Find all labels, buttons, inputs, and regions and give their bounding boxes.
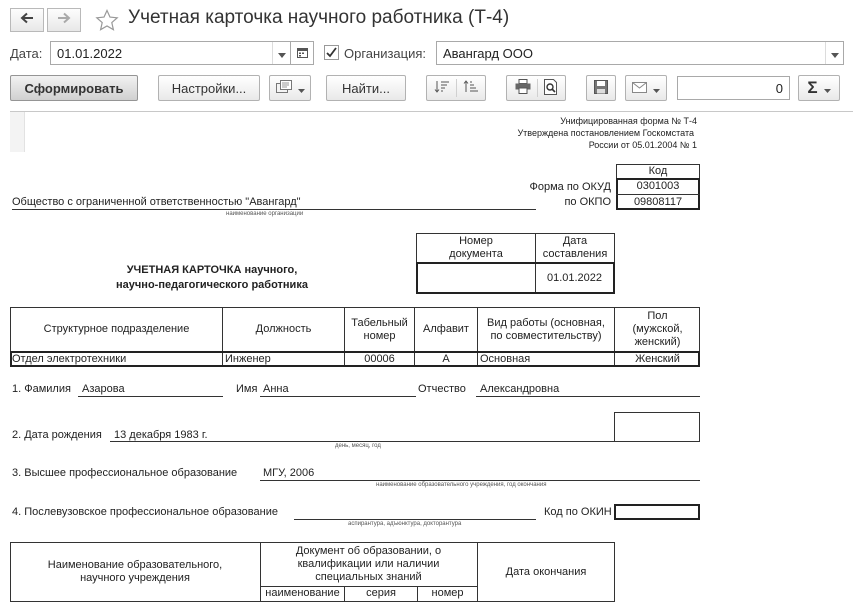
chevron-down-icon (824, 81, 831, 96)
education-value: МГУ, 2006 (263, 467, 315, 479)
date-value: 01.01.2022 (57, 46, 123, 61)
education-caption: наименование образовательного учреждения, год окончания (376, 482, 547, 488)
organization-value: Авангард ООО (443, 46, 533, 61)
back-button[interactable] (10, 8, 44, 32)
patronymic-label: Отчество (418, 383, 466, 395)
organization-full-name: Общество с ограниченной ответственностью "Авангард" (12, 196, 301, 208)
okud-label: Форма по ОКУД (529, 181, 611, 193)
surname-label: 1. Фамилия (12, 383, 71, 395)
generate-button[interactable]: Сформировать (10, 75, 138, 101)
form-header-line-1: Унифицированная форма № Т-4 (560, 116, 697, 126)
okin-label: Код по ОКИН (544, 506, 612, 518)
name-label: Имя (236, 383, 258, 395)
calendar-icon (297, 46, 308, 61)
settings-button[interactable]: Настройки... (158, 75, 260, 101)
birth-caption: день, месяц, год (335, 443, 381, 449)
patronymic-value: Александровна (480, 383, 560, 395)
col-dept: Структурное подразделение (43, 323, 190, 335)
sigma-icon: Σ (807, 78, 818, 97)
chevron-down-icon (831, 46, 839, 61)
forward-button[interactable] (47, 8, 81, 32)
envelope-icon (632, 81, 647, 96)
edu-col-institution: Наименование образовательного, научного учреждения (47, 559, 223, 584)
sum-value: 0 (775, 81, 783, 96)
sum-mode-button[interactable] (798, 75, 840, 101)
window-title: Учетная карточка научного работника (Т-4) (128, 7, 510, 28)
chevron-down-icon (278, 46, 286, 61)
organization-label: Организация: (344, 46, 427, 61)
okpo-value: 09808117 (633, 196, 683, 208)
report-variants-icon (276, 80, 292, 97)
doc-number-value (418, 264, 535, 292)
row-gender: Женский (635, 353, 680, 365)
col-position: Должность (255, 323, 312, 335)
date-label: Дата: (10, 46, 43, 61)
name-value: Анна (263, 383, 289, 395)
calendar-button[interactable] (290, 41, 314, 65)
organization-checkbox[interactable] (324, 45, 339, 60)
row-dept: Отдел электротехники (12, 353, 127, 365)
row-header-strip (10, 112, 25, 152)
edu-col-end-date: Дата окончания (505, 565, 587, 578)
sort-ascending-icon[interactable] (434, 79, 450, 98)
edu-sub-name: наименование (265, 587, 340, 599)
birth-label: 2. Дата рождения (12, 429, 102, 441)
doc-number-header: Номер документа (449, 235, 503, 260)
date-dropdown-button[interactable] (272, 42, 290, 64)
row-work-type: Основная (480, 353, 531, 365)
col-work-type: Вид работы (основная, по совместительству) (487, 316, 605, 342)
edu-sub-number: номер (431, 587, 464, 599)
print-preview-group (506, 75, 566, 101)
okpo-label: по ОКПО (564, 196, 611, 208)
row-position: Инженер (225, 353, 271, 365)
send-email-button[interactable] (625, 75, 667, 101)
chevron-down-icon (298, 81, 305, 96)
date-input[interactable] (50, 41, 291, 65)
sort-descending-icon[interactable] (463, 79, 479, 98)
organization-dropdown-button[interactable] (825, 42, 843, 64)
report-document[interactable] (10, 111, 853, 598)
favorite-star-icon[interactable] (95, 9, 119, 36)
arrow-right-icon (57, 11, 71, 29)
organization-caption: наименование организации (226, 211, 304, 217)
postgrad-label: 4. Послевузовское профессиональное образование (12, 506, 278, 518)
organization-input[interactable] (436, 41, 844, 65)
sort-group (426, 75, 486, 101)
postgrad-caption: аспирантура, адъюнктура, докторантура (348, 521, 462, 527)
col-tab-number: Табельный номер (351, 316, 408, 342)
checkmark-icon (325, 46, 338, 63)
okud-value: 0301003 (636, 180, 680, 192)
print-icon[interactable] (515, 79, 531, 97)
find-button[interactable]: Найти... (326, 75, 406, 101)
edu-col-document: Документ об образовании, о квалификации или наличии специальных знаний (295, 545, 442, 583)
codes-header: Код (648, 165, 668, 177)
birth-value: 13 декабря 1983 г. (114, 429, 208, 441)
preview-icon[interactable] (544, 79, 558, 98)
form-header-line-2: Утверждена постановлением Госкомстата (517, 128, 694, 138)
sum-field[interactable] (677, 76, 790, 100)
doc-date-value: 01.01.2022 (546, 271, 603, 284)
okin-code-box (614, 504, 700, 520)
birth-code-box (614, 412, 700, 442)
col-gender: Пол (мужской, женский) (632, 310, 683, 348)
save-button[interactable] (586, 75, 616, 101)
arrow-left-icon (20, 11, 34, 29)
education-label: 3. Высшее профессиональное образование (12, 467, 238, 479)
doc-date-header: Дата составления (542, 235, 608, 260)
form-header-line-3: России от 05.01.2004 № 1 (588, 140, 697, 150)
col-alphabet: Алфавит (423, 323, 469, 335)
card-title-line-2: научно-педагогического работника (116, 278, 308, 291)
row-tab-number: 00006 (364, 353, 395, 365)
floppy-disk-icon (594, 80, 608, 97)
surname-value: Азарова (82, 383, 125, 395)
card-title-line-1: УЧЕТНАЯ КАРТОЧКА научного, (126, 263, 298, 276)
row-alphabet: А (442, 353, 450, 365)
variants-button[interactable] (269, 75, 311, 101)
edu-sub-series: серия (366, 587, 396, 599)
chevron-down-icon (653, 81, 660, 96)
